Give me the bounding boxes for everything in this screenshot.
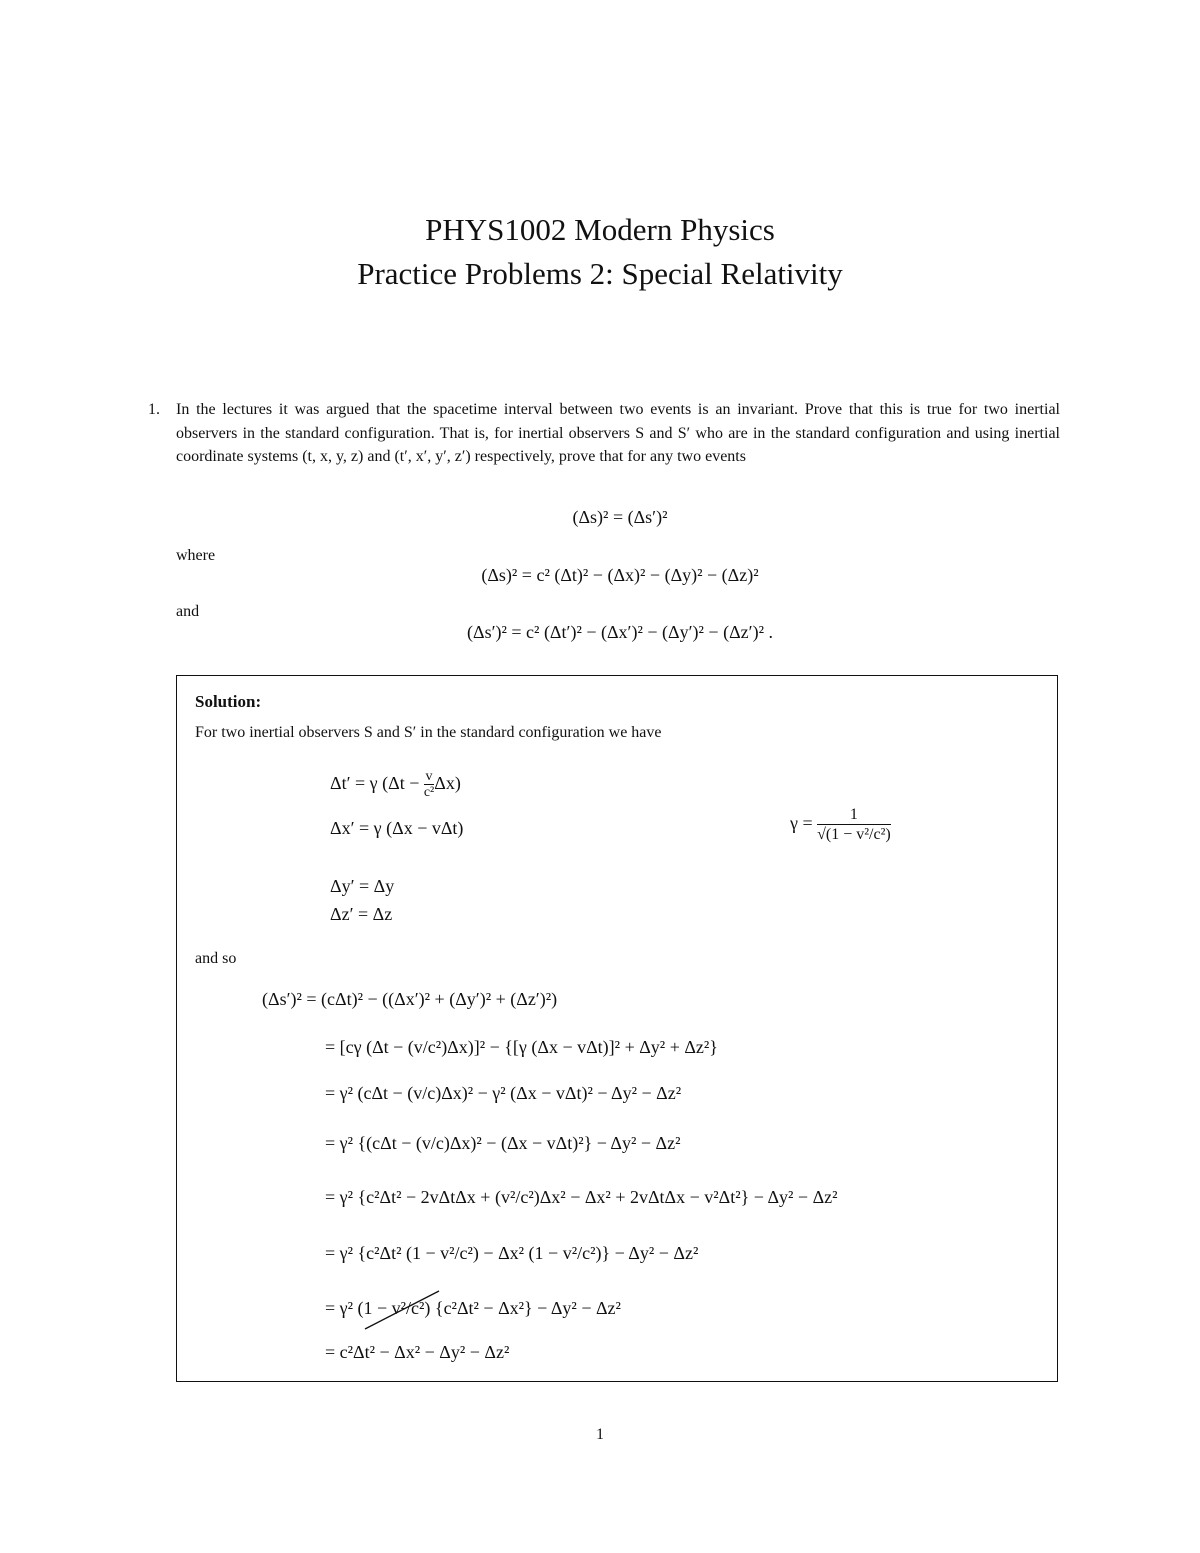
derivation-line-3: = γ² (cΔt − (v/c)Δx)² − γ² (Δx − vΔt)² − Δy² − Δz² — [325, 1083, 682, 1103]
transform-dy-prime: Δy′ = Δy — [330, 876, 395, 896]
problem-text: In the lectures it was argued that the spacetime interval between two events is an invariant. Prove that this is true for two inertial observers in the standard configuration. That is, for inertial observers S and S′ who are in the standard configuration and using inertial coordinate systems (t, x, y, z) and (t′, x′, y′, z′) respectively, prove that for any two events — [176, 401, 1060, 465]
derivation-line-7: = γ² (1 − v²/c²) {c²Δt² − Δx²} − Δy² − Δz² — [325, 1298, 621, 1318]
solution-box — [176, 675, 1058, 1382]
derivation-line-5: = γ² {c²Δt² − 2vΔtΔx + (v²/c²)Δx² − Δx² + 2vΔtΔx − v²Δt²} − Δy² − Δz² — [325, 1187, 838, 1207]
cancellation-strike-mark — [355, 1285, 445, 1335]
derivation-line-8: = c²Δt² − Δx² − Δy² − Δz² — [325, 1342, 510, 1362]
solution-intro: For two inertial observers S and S′ in the standard configuration we have — [195, 724, 662, 741]
equation-interval-s: (Δs)² = c² (Δt)² − (Δx)² − (Δy)² − (Δz)² — [481, 565, 759, 585]
and-label: and — [176, 603, 200, 620]
derivation-line-2: = [cγ (Δt − (v/c²)Δx)]² − {[γ (Δx − vΔt)]² + Δy² + Δz²} — [325, 1037, 718, 1057]
where-label: where — [176, 547, 216, 564]
solution-heading: Solution: — [195, 692, 262, 711]
equation-interval-s-prime: (Δs′)² = c² (Δt′)² − (Δx′)² − (Δy′)² − (Δz′)² . — [467, 622, 773, 642]
derivation-line-6: = γ² {c²Δt² (1 − v²/c²) − Δx² (1 − v²/c²)} − Δy² − Δz² — [325, 1243, 699, 1263]
and-so-label: and so — [195, 950, 237, 967]
transform-dt-prime: Δt′ = γ (Δt − $\frac{v}{\text{c²}}$ Δx) — [330, 769, 461, 800]
document-title-line1: PHYS1002 Modern Physics — [425, 212, 775, 247]
transform-dx-prime: Δx′ = γ (Δx − vΔt) — [330, 818, 464, 838]
transform-dz-prime: Δz′ = Δz — [330, 904, 393, 924]
document-title-line2: Practice Problems 2: Special Relativity — [357, 256, 843, 291]
derivation-line-4: = γ² {(cΔt − (v/c)Δx)² − (Δx − vΔt)²} − Δy² − Δz² — [325, 1133, 681, 1153]
derivation-line-1: (Δs′)² = (cΔt)² − ((Δx′)² + (Δy′)² + (Δz′)²) — [262, 989, 558, 1009]
problem-number: 1. — [148, 401, 160, 418]
page-number: 1 — [596, 1426, 604, 1443]
equation-interval-invariance: (Δs)² = (Δs′)² — [572, 507, 668, 527]
gamma-definition: γ = $\frac{1}{\text{√(1 − v²/c²)}}$ — [790, 806, 891, 843]
